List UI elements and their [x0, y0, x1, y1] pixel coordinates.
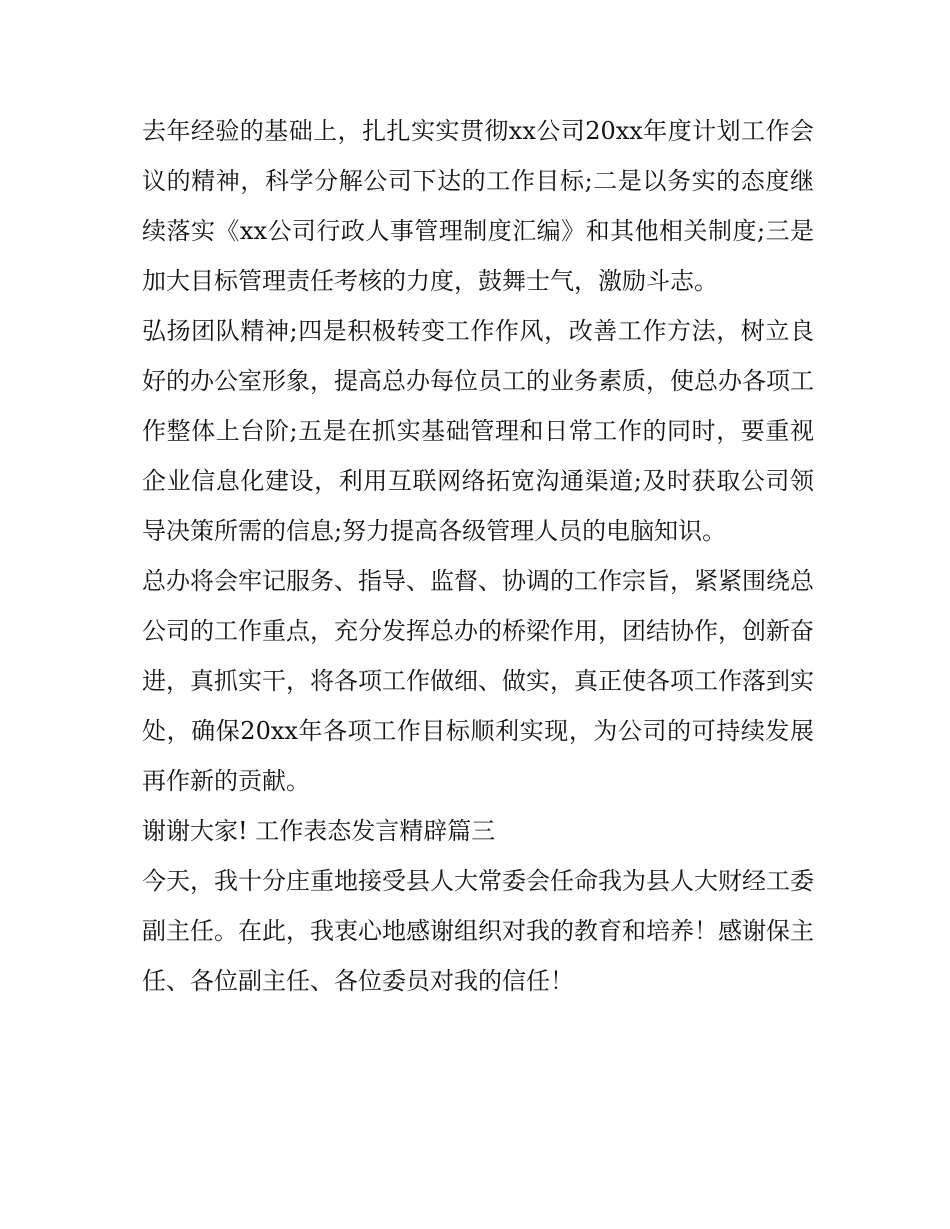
document-body — [142, 106, 814, 1006]
section-heading: 谢谢大家! 工作表态发言精辟篇三 — [142, 817, 496, 845]
paragraph-service-purpose: 总办将会牢记服务、指导、监督、协调的工作宗旨，紧紧围绕总公司的工作重点，充分发挥总办的桥梁作用，团结协作，创新奋进，真抓实干，将各项工作做细、做实，真正使各项工作落到实处，确保20xx年各项工作目标顺利实现，为公司的可持续发展再作新的贡献。 — [142, 567, 814, 795]
paragraph-team-spirit: 弘扬团队精神;四是积极转变工作作风，改善工作方法，树立良好的办公室形象，提高总办每位员工的业务素质，使总办各项工作整体上台阶;五是在抓实基础管理和日常工作的同时，要重视企业信息化建设，利用互联网络拓宽沟通渠道;及时获取公司领导决策所需的信息;努力提高各级管理人员的电脑知识。 — [142, 317, 814, 545]
paragraph-work-goals: 去年经验的基础上，扎扎实实贯彻xx公司20xx年度计划工作会议的精神，科学分解公司下达的工作目标;二是以务实的态度继续落实《xx公司行政人事管理制度汇编》和其他相关制度;三是加大目标管理责任考核的力度，鼓舞士气，激励斗志。 — [142, 117, 814, 295]
paragraph-appointment: 今天，我十分庄重地接受县人大常委会任命我为县人大财经工委副主任。在此，我衷心地感谢组织对我的教育和培养！感谢保主任、各位副主任、各位委员对我的信任！ — [142, 867, 814, 995]
